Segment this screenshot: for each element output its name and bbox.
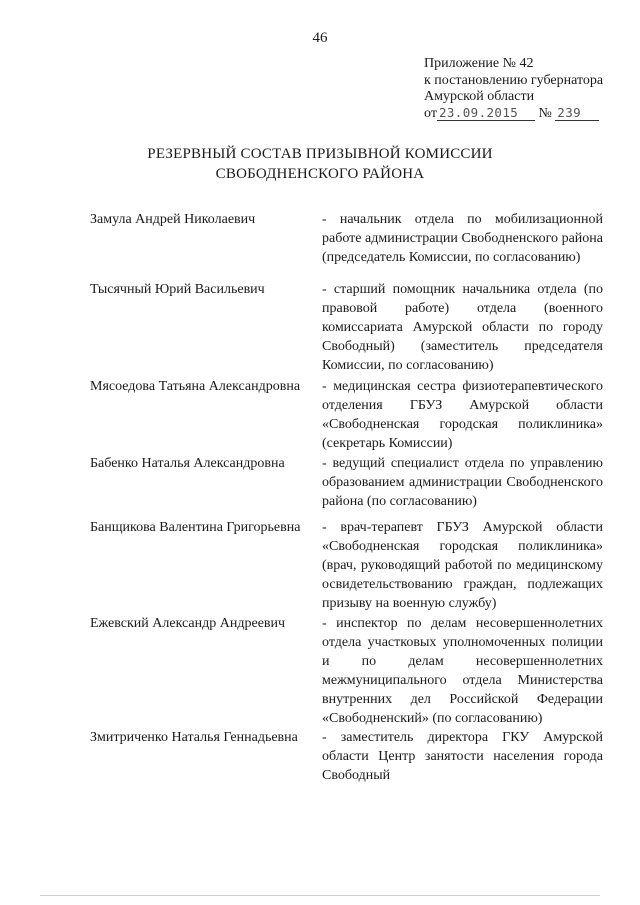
member-name: Банщикова Валентина Григорьевна <box>90 520 301 535</box>
member-description: - врач-терапевт ГБУЗ Амурской области «Свободненская городская поликлиника» (врач, руководящий работой по медицинскому освидетельствованию граждан, подлежащих призыву на военную службу) <box>322 520 603 611</box>
member-name: Мясоедова Татьяна Александровна <box>90 379 301 394</box>
appendix-title: Приложение № 42 <box>424 56 534 71</box>
member-description: - медицинская сестра физиотерапевтического отделения ГБУЗ Амурской области «Свободненская городская поликлиника» (секретарь Комиссии) <box>322 379 603 451</box>
appendix-region: Амурской области <box>424 89 535 104</box>
title-line-2: СВОБОДНЕНСКОГО РАЙОНА <box>215 166 425 182</box>
member-name: Тысячный Юрий Васильевич <box>90 282 265 297</box>
member-name: Ежевский Александр Андреевич <box>90 616 286 631</box>
document-title <box>0 144 640 184</box>
page-number: 46 <box>312 30 328 46</box>
appendix-date-line <box>424 106 624 123</box>
member-name: Замула Андрей Николаевич <box>90 212 256 227</box>
date-prefix: от <box>424 105 437 121</box>
number-prefix: № <box>538 105 552 121</box>
appendix-reference: к постановлению губернатора <box>424 72 604 88</box>
member-description: - начальник отдела по мобилизационной работе администрации Свободненского района (председатель Комиссии, по согласованию) <box>322 212 603 265</box>
title-line-1: РЕЗЕРВНЫЙ СОСТАВ ПРИЗЫВНОЙ КОМИССИИ <box>147 146 493 162</box>
decree-date: 23.09.2015 <box>437 106 535 121</box>
member-description: - ведущий специалист отдела по управлению образованием администрации Свободненского района (по согласованию) <box>322 456 603 509</box>
member-name: Бабенко Наталья Александровна <box>90 456 285 471</box>
appendix-block <box>424 56 624 122</box>
member-name: Змитриченко Наталья Геннадьевна <box>90 730 298 745</box>
member-description: - заместитель директора ГКУ Амурской области Центр занятости населения города Свободный <box>322 730 603 783</box>
member-description: - старший помощник начальника отдела (по правовой работе) отдела (военного комиссариата Амурской области по городу Свободный) (заместитель председателя Комиссии, по согласованию) <box>322 282 603 373</box>
page-bottom-edge <box>40 895 600 896</box>
member-description: - инспектор по делам несовершеннолетних отдела участковых уполномоченных полиции и по делам несовершеннолетних межмуниципального отдела Министерства внутренних дел Российской Федерации «Свободненский» (по согласованию) <box>322 616 603 726</box>
decree-number: 239 <box>555 106 599 121</box>
